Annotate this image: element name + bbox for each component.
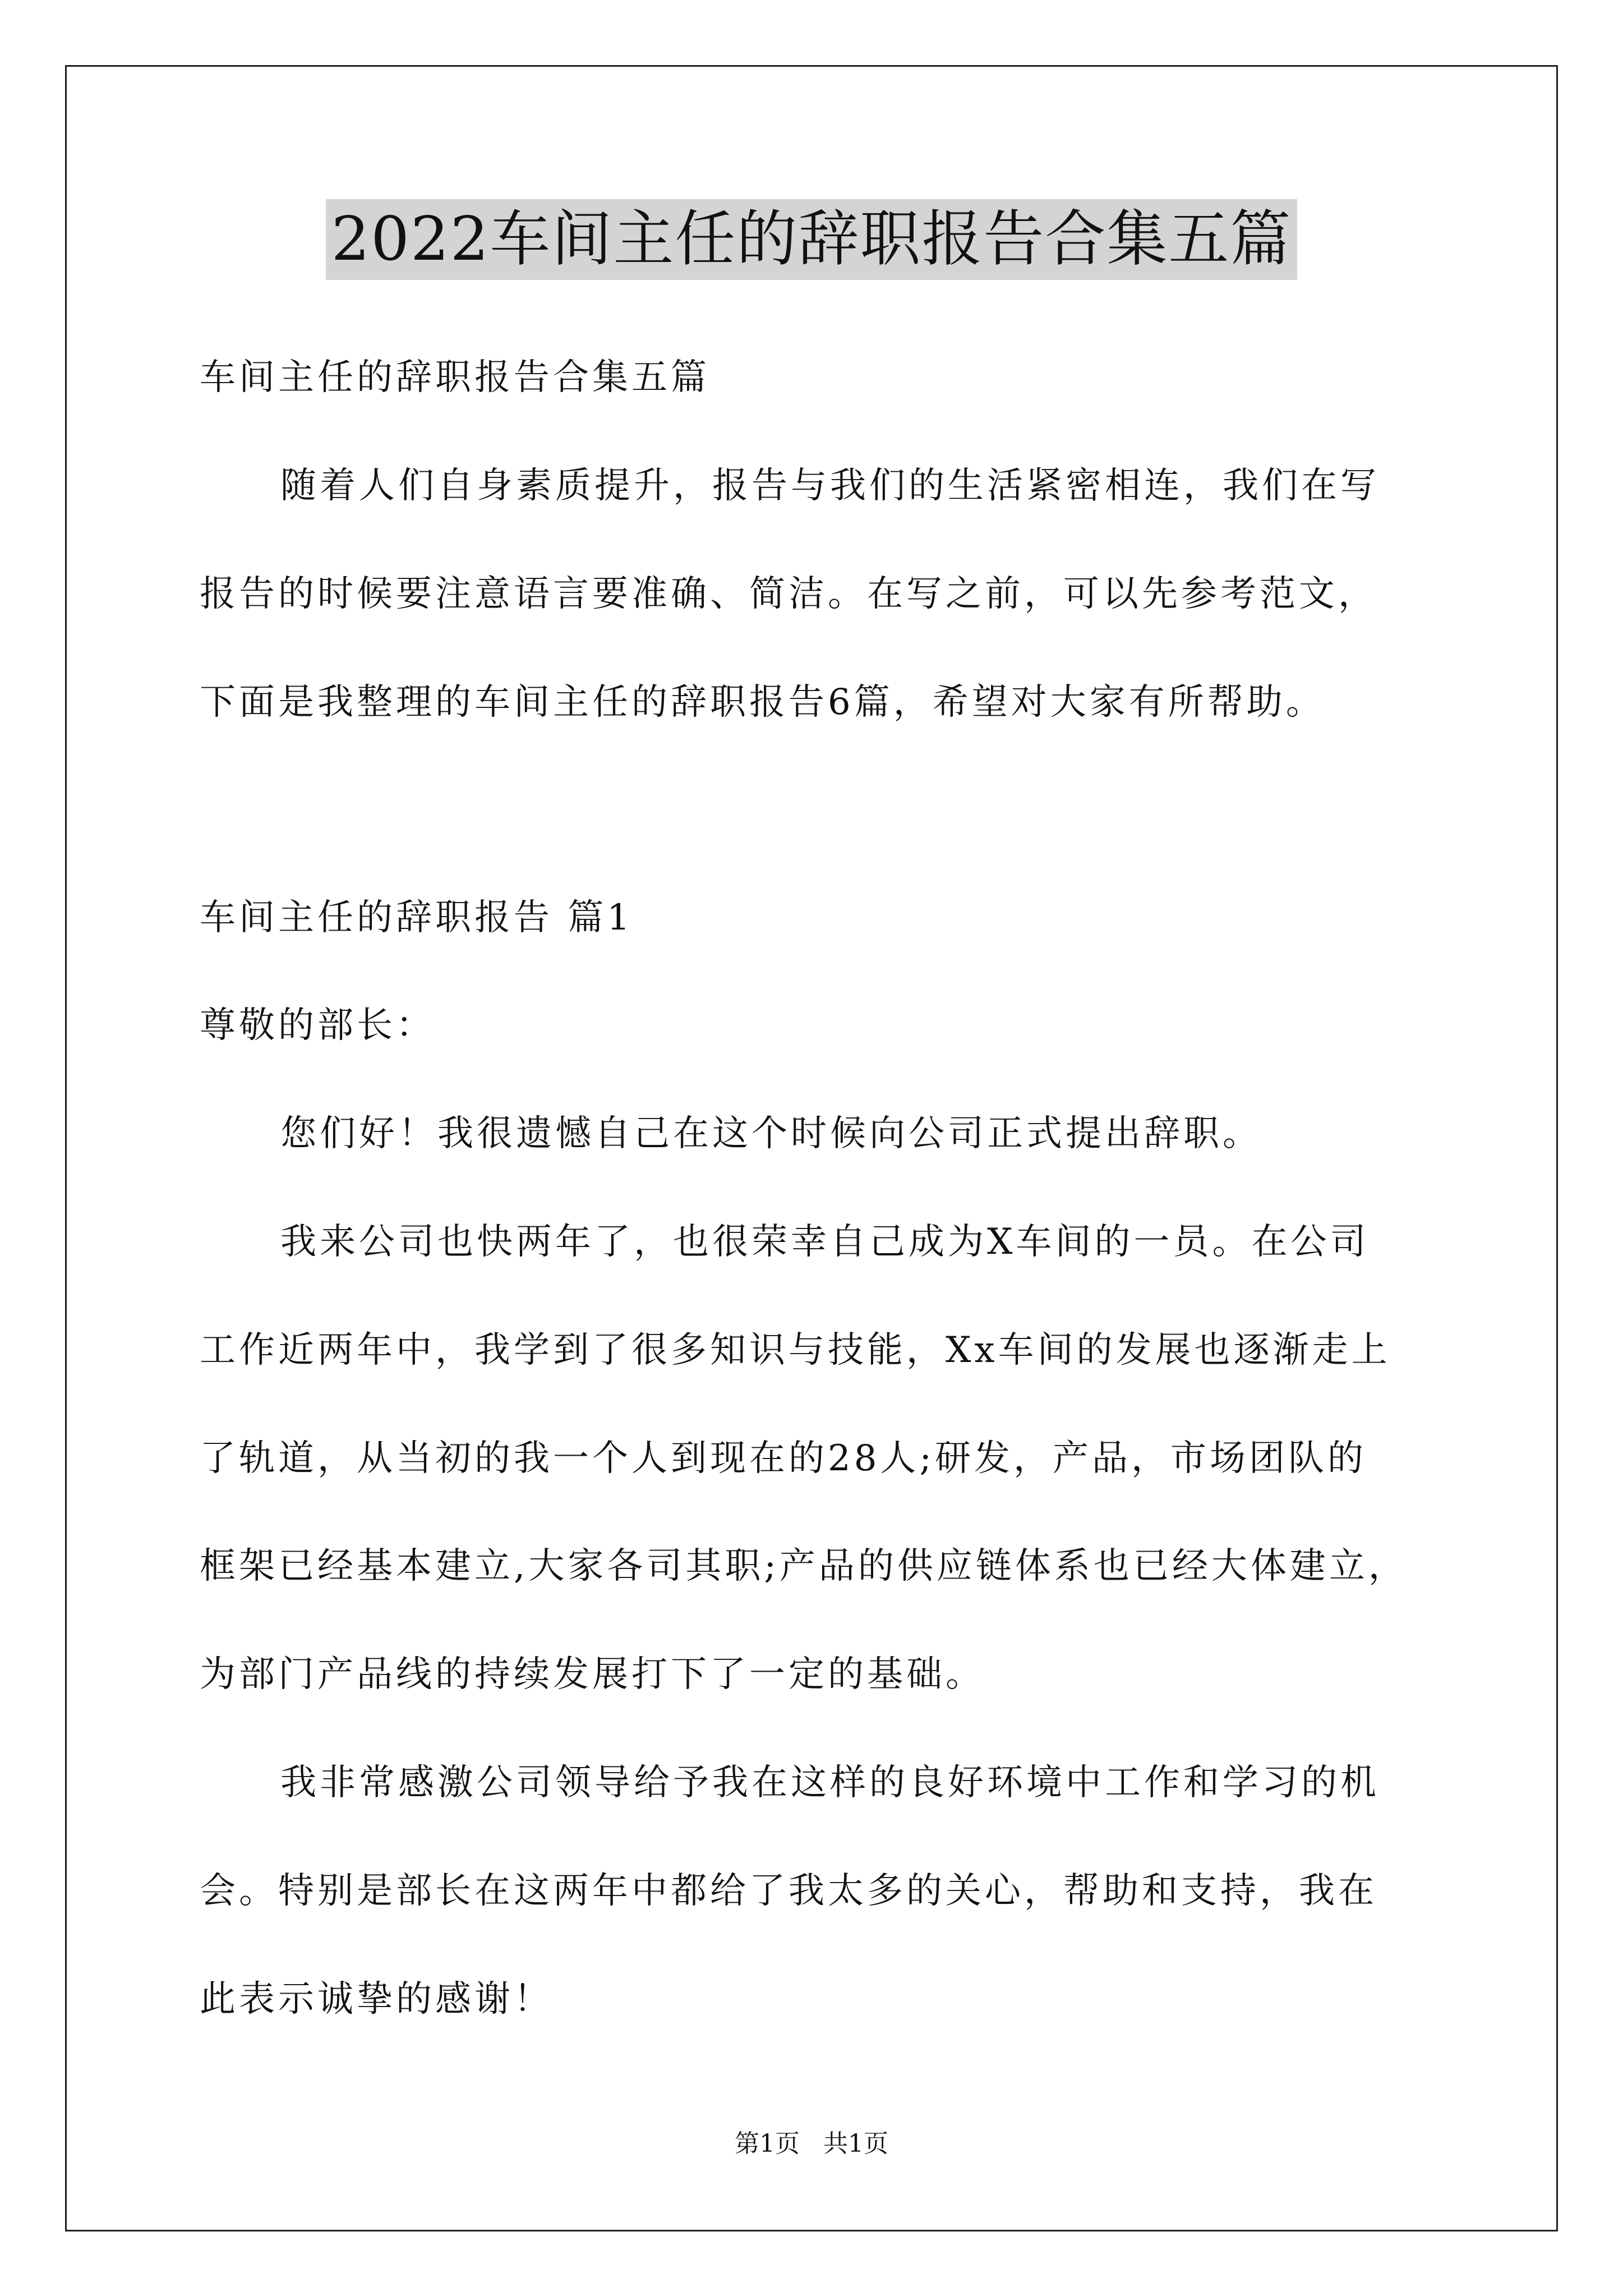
paragraph-line: 工作近两年中，我学到了很多知识与技能，Xx车间的发展也逐渐走上 <box>200 1329 1391 1371</box>
paragraph-line: 框架已经基本建立,大家各司其职;产品的供应链体系也已经大体建立， <box>200 1545 1408 1587</box>
paragraph-line: 报告的时候要注意语言要准确、简洁。在写之前，可以先参考范文， <box>200 573 1377 615</box>
paragraph-line: 下面是我整理的车间主任的辞职报告6篇，希望对大家有所帮助。 <box>200 682 1325 723</box>
paragraph-line: 为部门产品线的持续发展打下了一定的基础。 <box>200 1654 985 1695</box>
paragraph-line: 随着人们自身素质提升，报告与我们的生活紧密相连，我们在写 <box>280 465 1380 507</box>
paragraph-line: 会。特别是部长在这两年中都给了我太多的关心，帮助和支持，我在 <box>200 1870 1377 1912</box>
document-title: 2022车间主任的辞职报告合集五篇 <box>326 199 1298 280</box>
subtitle-line: 车间主任的辞职报告合集五篇 <box>200 357 710 398</box>
title-wrap <box>0 199 1623 280</box>
section-heading: 车间主任的辞职报告 篇1 <box>200 897 634 938</box>
page-footer: 第1页 共1页 <box>735 2129 888 2158</box>
paragraph-line: 此表示诚挚的感谢！ <box>200 1978 553 2020</box>
paragraph-line: 我非常感激公司领导给予我在这样的良好环境中工作和学习的机 <box>280 1762 1380 1803</box>
salutation-line: 尊敬的部长： <box>200 1005 435 1046</box>
paragraph-line: 我来公司也快两年了，也很荣幸自己成为X车间的一员。在公司 <box>280 1221 1370 1263</box>
paragraph-line: 您们好！我很遗憾自己在这个时候向公司正式提出辞职。 <box>280 1113 1262 1154</box>
paragraph-line: 了轨道，从当初的我一个人到现在的28人;研发，产品，市场团队的 <box>200 1438 1367 1479</box>
